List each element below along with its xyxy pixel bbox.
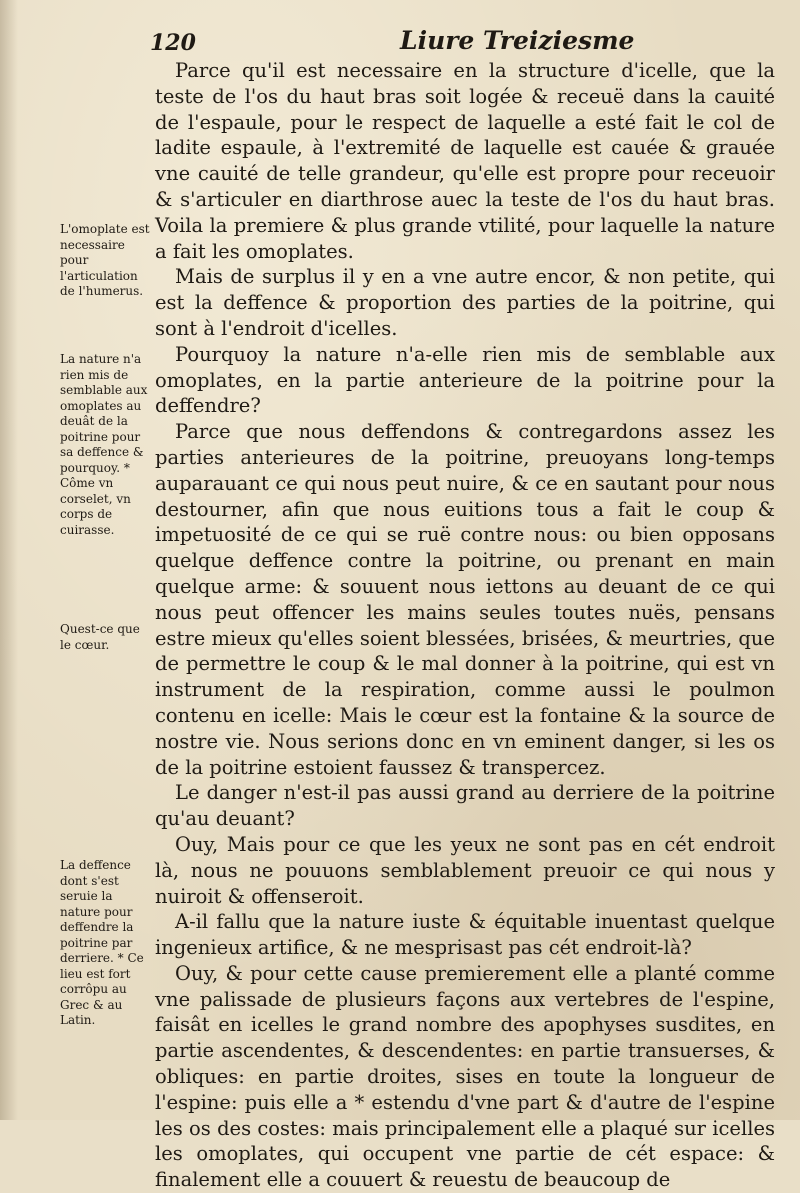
- paragraph-6: Ouy, Mais pour ce que les yeux ne sont pas en cét endroit là, nous ne pouuons semblablement preuoir ce qui nous y nuiroit & offenseroit.: [155, 832, 775, 908]
- margin-note-deffence: La deffence dont s'est seruie la nature pour deffendre la poitrine par derriere. * Ce lieu est fort corrôpu au Grec & au Latin.: [60, 858, 144, 1027]
- paragraph-7: A-il fallu que la nature iuste & équitable inuentast quelque ingenieux artifice, & ne mesprisast pas cét endroit-là?: [155, 910, 775, 960]
- margin-note-nature: La nature n'a rien mis de semblable aux omoplates au deuât de la poitrine pour sa deffence & pourquoy. * Côme vn corselet, vn corps de cuirasse.: [60, 352, 148, 537]
- margin-note-omoplate: L'omoplate est necessaire pour l'articulation de l'humerus.: [60, 222, 150, 298]
- paragraph-5: Le danger n'est-il pas aussi grand au derriere de la poitrine qu'au deuant?: [155, 781, 775, 831]
- margin-note-coeur: Quest-ce que le cœur.: [60, 622, 140, 652]
- paragraph-1: Parce qu'il est necessaire en la structure d'icelle, que la teste de l'os du haut bras soit logée & receuë dans la cauité de l'espaule, pour le respect de laquelle a esté fait le col de ladite espaule, à l'extremité de laquelle est cauée & grauée vne cauité de telle grandeur, qu'elle est propre pour receuoir & s'articuler en diarthrose auec la teste de l'os du haut bras. Voila la premiere & plus grande vtilité, pour laquelle la nature a fait les omoplates.: [155, 59, 775, 263]
- page-header: [150, 22, 770, 58]
- paragraph-2: Mais de surplus il y en a vne autre encor, & non petite, qui est la deffence & proportion des parties de la poitrine, qui sont à l'endroit d'icelles.: [155, 265, 775, 340]
- main-text: [155, 58, 775, 1193]
- paragraph-3: Pourquoy la nature n'a-elle rien mis de semblable aux omoplates, en la partie anterieure de la poitrine pour la deffendre?: [155, 342, 775, 418]
- running-title: Liure Treiziesme: [400, 26, 635, 55]
- paragraph-8: Ouy, & pour cette cause premierement elle a planté comme vne palissade de plusieurs façons aux vertebres de l'espine, faisât en icelles le grand nombre des apophyses susdites, en partie ascendentes, & descendentes: en partie transuerses, & obliques: en partie droites, sises en toute la longueur de l'espine: puis elle a * estendu d'vne part & d'autre de l'espine les os des costes: mais principalement elle a plaqué sur icelles les omoplates, qui occupent vne partie de cét espace: & finalement elle a couuert & reuestu de beaucoup de: [155, 961, 775, 1192]
- paragraph-4: Parce que nous deffendons & contregardons assez les parties anterieures de la poitrine, preuoyans long-temps auparauant ce qui nous peut nuire, & ce en sautant pour nous destourner, afin que nous euitions tous a fait le coup & impetuosité de ce qui se ruë contre nous: ou bien opposans quelque deffence contre la poitrine, ou prenant en main quelque arme: & souuent nous iettons au deuant de ce qui nous peut offencer les mains seules toutes nuës, pensans estre mieux qu'elles soient blessées, brisées, & meurtries, que de permettre le coup & le mal donner à la poitrine, qui est vn instrument de la respiration, comme aussi le poulmon contenu en icelle: Mais le cœur est la fontaine & la source de nostre vie. Nous serions donc en vn eminent danger, si les os de la poitrine estoient faussez & transpercez.: [155, 420, 775, 779]
- gutter-shadow: [0, 0, 18, 1120]
- page-number: 120: [150, 30, 196, 56]
